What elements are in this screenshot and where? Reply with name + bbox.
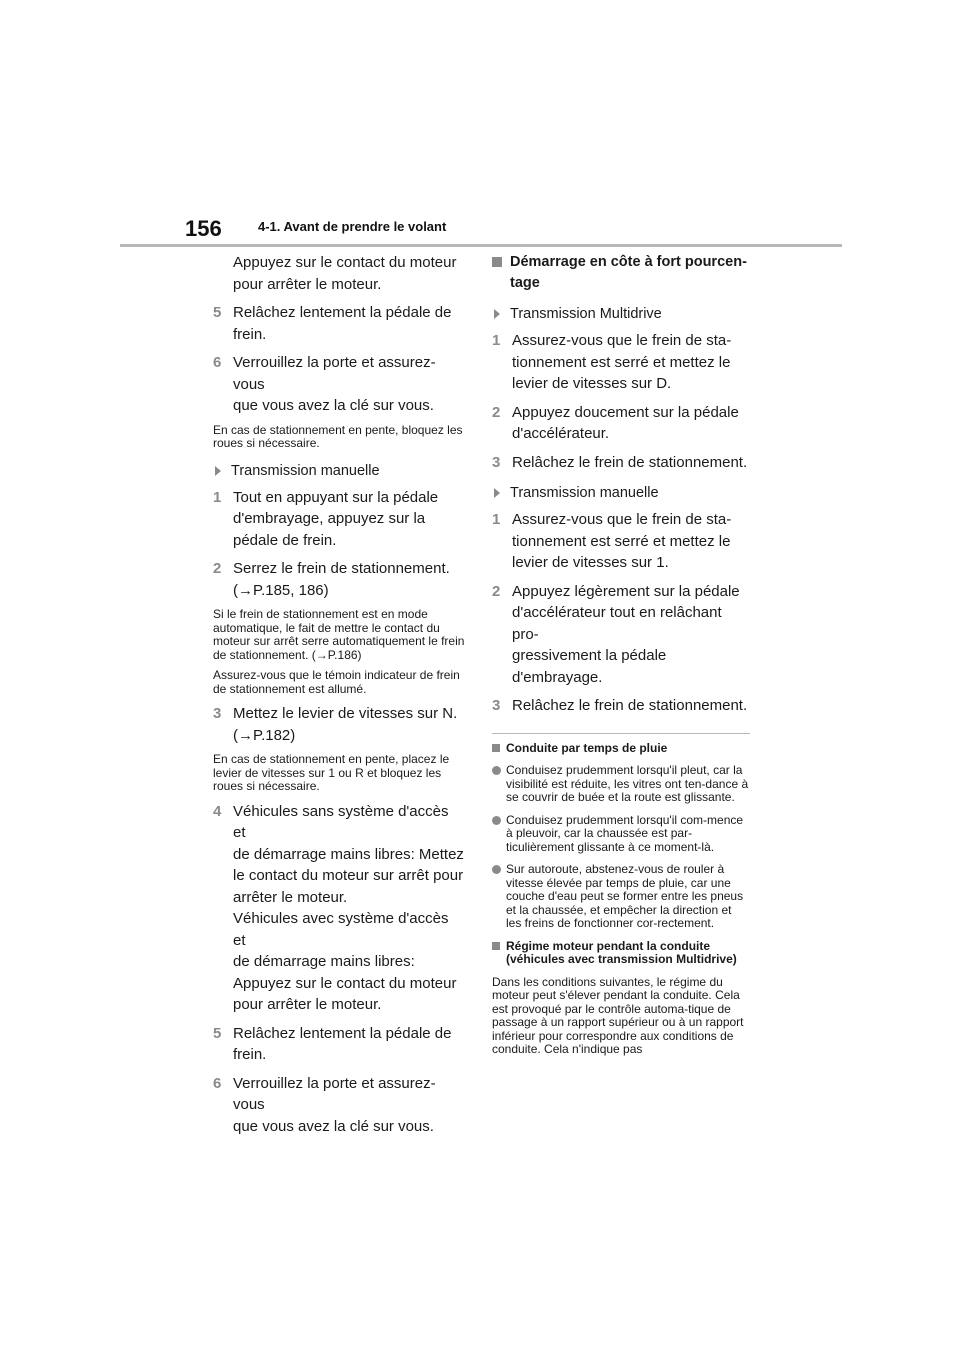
step-text-line: Mettez le levier de vitesses sur N. bbox=[233, 705, 458, 722]
step-5 bbox=[213, 302, 465, 345]
step-text-line: tionnement est serré et mettez le bbox=[512, 532, 731, 550]
step-text-line: tionnement est serré et mettez le bbox=[512, 353, 731, 371]
step-text-line: Appuyez sur le contact du moteur bbox=[233, 254, 457, 271]
step-text-line: de démarrage mains libres: Mettez bbox=[233, 845, 464, 863]
transmission-manual-label bbox=[492, 483, 750, 503]
bullet-text: Conduisez prudemment lorsqu'il com-mence à pleuvoir, car la chaussée est par-ticulièrement glissante à ce moment-là. bbox=[506, 812, 744, 854]
heading-text: Régime moteur pendant la conduite (véhicules avec transmission Multidrive) bbox=[506, 938, 737, 966]
step-text-line: Tout en appuyant sur la pédale bbox=[233, 488, 439, 506]
step-1 bbox=[213, 487, 465, 552]
step-number: 3 bbox=[213, 705, 222, 722]
transmission-label-text: Transmission manuelle bbox=[510, 485, 659, 501]
step-text-line: Appuyez légèrement sur la pédale bbox=[512, 582, 740, 600]
rain-heading bbox=[492, 742, 750, 756]
step-text-line: d'accélérateur tout en relâchant pro- bbox=[512, 604, 722, 643]
step-text-line: pédale de frein. bbox=[233, 531, 337, 549]
step-text-line: frein. bbox=[233, 325, 267, 343]
divider bbox=[492, 733, 750, 734]
step-text-line: Véhicules avec système d'accès et bbox=[233, 910, 449, 949]
step-text-line: Véhicules sans système d'accès et bbox=[233, 802, 449, 841]
heading-text: Démarrage en côte à fort pourcen-tage bbox=[510, 254, 747, 291]
step-text-line: Verrouillez la porte et assurez-vous bbox=[233, 354, 436, 393]
circle-bullet-icon bbox=[492, 816, 501, 825]
step-text-line: Assurez-vous que le frein de sta- bbox=[512, 511, 732, 528]
step-number: 3 bbox=[492, 453, 501, 471]
step-3 bbox=[213, 703, 465, 746]
step-number: 6 bbox=[213, 1074, 222, 1092]
step-text-line: que vous avez la clé sur vous. bbox=[233, 1117, 434, 1135]
step-text-line: levier de vitesses sur D. bbox=[512, 375, 672, 392]
left-column bbox=[213, 252, 465, 1144]
step-text-line: Relâchez lentement la pédale de bbox=[233, 1024, 452, 1042]
step-text-line: de démarrage mains libres: bbox=[233, 953, 415, 970]
circle-bullet-icon bbox=[492, 865, 501, 874]
heading-text: Conduite par temps de pluie bbox=[506, 740, 668, 755]
list-item bbox=[492, 814, 750, 855]
header-rule bbox=[120, 244, 842, 247]
transmission-multidrive-label bbox=[492, 304, 750, 324]
step-number: 1 bbox=[492, 332, 501, 349]
section-title: 4-1. Avant de prendre le volant bbox=[258, 219, 447, 234]
step-text-line: que vous avez la clé sur vous. bbox=[233, 397, 434, 414]
step-6 bbox=[213, 352, 465, 417]
step-text-line: d'embrayage, appuyez sur la bbox=[233, 510, 426, 527]
right-column bbox=[492, 252, 750, 1057]
step-number: 4 bbox=[213, 802, 222, 820]
step-6b bbox=[213, 1073, 465, 1138]
step-text-line: gressivement la pédale bbox=[512, 647, 667, 664]
step-number: 5 bbox=[213, 304, 222, 321]
step-1 bbox=[492, 330, 750, 395]
rpm-heading bbox=[492, 940, 750, 967]
step-text-line: pour arrêter le moteur. bbox=[233, 275, 382, 293]
step-number: 6 bbox=[213, 354, 222, 371]
note-indicator: Assurez-vous que le témoin indicateur de frein de stationnement est allumé. bbox=[213, 668, 460, 696]
step-text-line: Appuyez doucement sur la pédale bbox=[512, 403, 739, 421]
triangle-arrow-icon bbox=[494, 309, 500, 319]
step-number: 2 bbox=[492, 403, 501, 421]
rpm-paragraph: Dans les conditions suivantes, le régime du moteur peut s'élever pendant la conduite. Cela est provoqué par le contrôle automa-tique de passage à un rapport supérieur ou à un rapport inférieur pour correspondre aux conditions de conduite. Cela n'indique pas bbox=[492, 974, 744, 1056]
square-bullet-icon bbox=[492, 942, 500, 950]
step-text-line: Relâchez lentement la pédale de bbox=[233, 304, 452, 321]
step-number: 2 bbox=[213, 560, 222, 577]
step-number: 2 bbox=[492, 582, 501, 600]
step-text-line: Verrouillez la porte et assurez-vous bbox=[233, 1074, 436, 1113]
transmission-label-text: Transmission manuelle bbox=[231, 462, 380, 479]
step-text-line: Relâchez le frein de stationnement. bbox=[512, 453, 748, 471]
step-1 bbox=[492, 509, 750, 574]
step-text-line: levier de vitesses sur 1. bbox=[512, 554, 669, 571]
step-text-line: (→P.185, 186) bbox=[233, 581, 329, 599]
step-text-line: arrêter le moteur. bbox=[233, 888, 348, 906]
step-3 bbox=[492, 452, 750, 474]
bullet-text: Sur autoroute, abstenez-vous de rouler à vitesse élevée par temps de pluie, car une couche d'eau peut se former entre les pneus et la chaussée, et empêcher la direction et les freins de fonctionner cor-rectement. bbox=[506, 862, 744, 930]
step-3 bbox=[492, 695, 750, 717]
step-text-line: d'embrayage. bbox=[512, 668, 603, 686]
step-4 bbox=[213, 801, 465, 1016]
step-2 bbox=[213, 558, 465, 601]
step-text-line: Appuyez sur le contact du moteur bbox=[233, 974, 457, 992]
triangle-arrow-icon bbox=[494, 488, 500, 498]
step-text-line: Relâchez le frein de stationnement. bbox=[512, 697, 748, 714]
step-number: 5 bbox=[213, 1024, 222, 1042]
hill-start-heading bbox=[492, 252, 750, 294]
step-text-line: Assurez-vous que le frein de sta- bbox=[512, 332, 732, 349]
step-2 bbox=[492, 581, 750, 689]
note-slope: En cas de stationnement en pente, bloquez les roues si nécessaire. bbox=[213, 422, 463, 450]
list-item bbox=[492, 764, 750, 805]
step-number: 3 bbox=[492, 697, 501, 714]
note-parking-brake-auto: Si le frein de stationnement est en mode automatique, le fait de mettre le contact du moteur sur arrêt serre automatiquement le frein de stationnement. (→P.186) bbox=[213, 607, 465, 662]
step-2 bbox=[492, 402, 750, 445]
step-text-line: le contact du moteur sur arrêt pour bbox=[233, 867, 464, 884]
bullet-text: Conduisez prudemment lorsqu'il pleut, car la visibilité est réduite, les vitres ont ten-dance à se couvrir de buée et la route est glissante. bbox=[506, 763, 749, 804]
step-5b bbox=[213, 1023, 465, 1066]
step-text-line: pour arrêter le moteur. bbox=[233, 996, 382, 1013]
triangle-arrow-icon bbox=[215, 466, 221, 476]
step-number: 1 bbox=[213, 488, 222, 506]
step-text-line: d'accélérateur. bbox=[512, 425, 610, 442]
note-slope-gear: En cas de stationnement en pente, placez le levier de vitesses sur 1 ou R et bloquez les roues si nécessaire. bbox=[213, 752, 450, 793]
square-bullet-icon bbox=[492, 257, 502, 267]
circle-bullet-icon bbox=[492, 766, 501, 775]
step-continuation bbox=[213, 252, 465, 295]
step-text-line: Serrez le frein de stationnement. bbox=[233, 560, 450, 577]
step-number: 1 bbox=[492, 511, 501, 528]
transmission-manual-label bbox=[213, 461, 465, 481]
transmission-label-text: Transmission Multidrive bbox=[510, 306, 662, 322]
list-item bbox=[492, 863, 750, 931]
step-text-line: (→P.182) bbox=[233, 726, 296, 744]
square-bullet-icon bbox=[492, 744, 500, 752]
page-number: 156 bbox=[185, 216, 222, 241]
step-text-line: frein. bbox=[233, 1046, 267, 1063]
